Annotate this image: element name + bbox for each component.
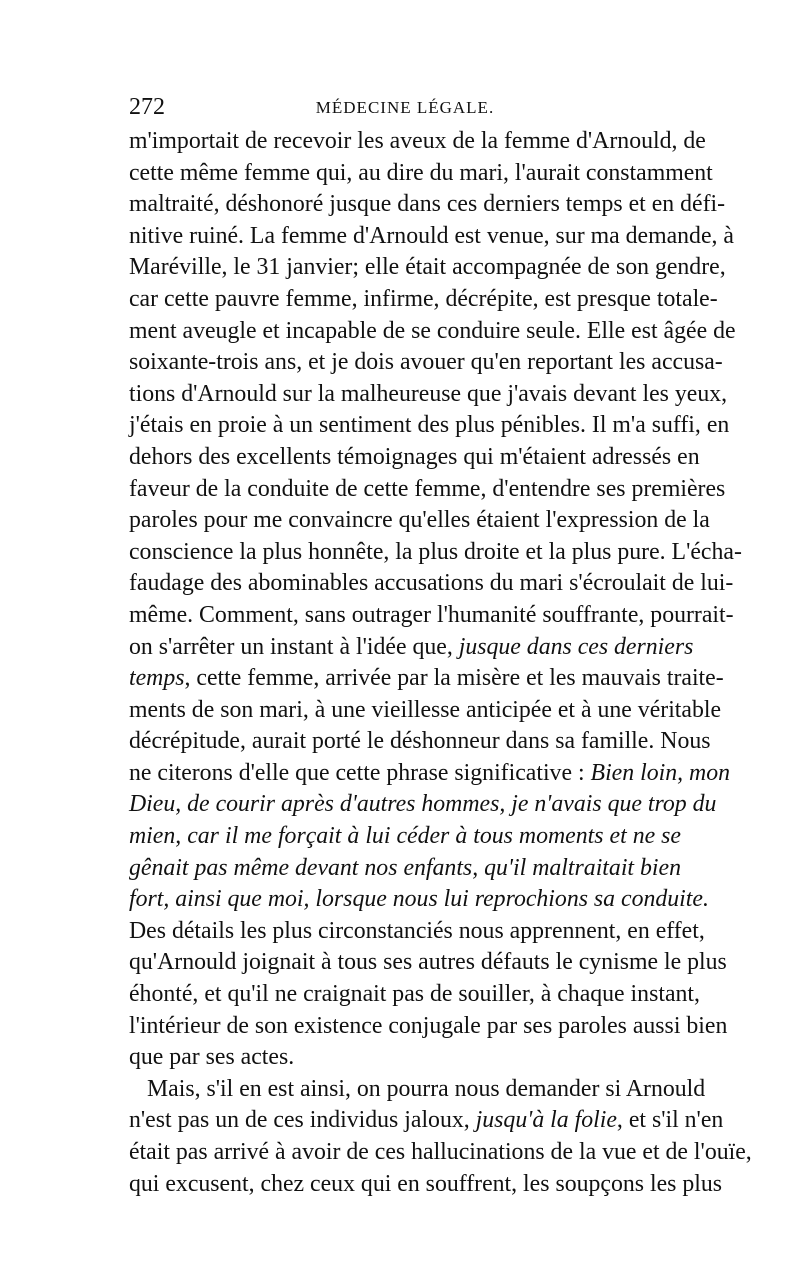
- text-segment: même. Comment, sans outrager l'humanité souffrante, pourrait-: [129, 601, 734, 628]
- text-segment: tions d'Arnould sur la malheureuse que j'avais devant les yeux,: [129, 380, 728, 407]
- text-line: [129, 379, 728, 411]
- body-text: [129, 126, 752, 1200]
- text-segment: faveur de la conduite de cette femme, d'entendre ses premières: [129, 475, 726, 502]
- text-line: [129, 442, 700, 474]
- text-line: [129, 695, 722, 727]
- text-segment: , cette femme, arrivée par la misère et les mauvais traite-: [184, 665, 724, 692]
- text-segment: , et s'il n'en: [616, 1107, 724, 1134]
- text-line: [129, 916, 705, 948]
- text-line: [129, 568, 734, 600]
- text-line: [129, 221, 734, 253]
- text-segment: dehors des excellents témoignages qui m'étaient adressés en: [129, 443, 700, 470]
- text-line: [129, 1074, 706, 1106]
- text-line: [129, 600, 734, 632]
- text-line: [129, 1042, 681, 1074]
- text-segment: maltraité, déshonoré jusque dans ces derniers temps et en défi-: [129, 191, 726, 218]
- text-line: [129, 632, 694, 664]
- text-line: [129, 663, 724, 695]
- text-segment: l'intérieur de son existence conjugale par ses paroles aussi bien: [129, 1012, 728, 1039]
- text-segment: était pas arrivé à avoir de ces hallucinations de la vue et de l'ouïe,: [129, 1139, 752, 1165]
- italic-text: temps: [129, 665, 185, 692]
- italic-text: jusque dans ces derniers: [458, 633, 694, 660]
- text-segment: m'importait de recevoir les aveux de la femme d'Arnould, de: [129, 128, 706, 154]
- text-line: [129, 1169, 723, 1201]
- italic-text: Bien loin, mon: [590, 759, 730, 786]
- text-segment: Des détails les plus circonstanciés nous apprennent, en effet,: [129, 917, 705, 944]
- text-segment: conscience la plus honnête, la plus droite et la plus pure. L'écha-: [129, 538, 742, 565]
- text-segment: soixante-trois ans, et je dois avouer qu'en reportant les accusa-: [129, 349, 723, 376]
- text-segment: paroles pour me convaincre qu'elles étaient l'expression de la: [129, 507, 710, 534]
- text-line: [129, 1011, 728, 1043]
- text-segment: cette même femme qui, au dire du mari, l'aurait constamment: [129, 159, 713, 186]
- text-segment: ment aveugle et incapable de se conduire seule. Elle est âgée de: [129, 317, 736, 344]
- text-line: [129, 758, 730, 790]
- italic-text: mien, car il me forçait à lui céder à tous moments et ne se: [129, 823, 681, 850]
- text-line: [129, 474, 726, 506]
- page-header: [129, 94, 681, 124]
- text-line: [129, 821, 681, 853]
- text-segment: décrépitude, aurait porté le déshonneur dans sa famille. Nous: [129, 728, 711, 755]
- text-segment: j'étais en proie à un sentiment des plus pénibles. Il m'a suffi, en: [129, 412, 730, 439]
- text-segment: on s'arrêter un instant à l'idée que,: [129, 633, 459, 660]
- page-number: 272: [129, 94, 165, 120]
- text-line: [129, 884, 709, 916]
- text-line: [129, 726, 711, 758]
- text-segment: n'est pas un de ces individus jaloux,: [129, 1107, 476, 1134]
- text-line: [129, 410, 730, 442]
- text-segment: que par ses actes.: [129, 1044, 295, 1071]
- italic-text: gênait pas même devant nos enfants, qu'il maltraitait bien: [129, 854, 681, 881]
- italic-text: Dieu, de courir après d'autres hommes, je n'avais que trop du: [129, 791, 717, 818]
- italic-text: jusqu'à la folie: [475, 1107, 617, 1134]
- text-line: [129, 789, 717, 821]
- text-line: [129, 284, 718, 316]
- text-line: [129, 126, 706, 158]
- text-line: [129, 158, 713, 190]
- text-segment: ments de son mari, à une vieillesse anticipée et à une véritable: [129, 696, 722, 723]
- text-segment: qu'Arnould joignait à tous ses autres défauts le cynisme le plus: [129, 949, 727, 976]
- text-line: [129, 947, 727, 979]
- text-line: [129, 252, 726, 284]
- text-segment: éhonté, et qu'il ne craignait pas de souiller, à chaque instant,: [129, 981, 700, 1008]
- text-line: [129, 537, 742, 569]
- text-segment: faudage des abominables accusations du mari s'écroulait de lui-: [129, 570, 734, 597]
- text-segment: qui excusent, chez ceux qui en souffrent, les soupçons les plus: [129, 1170, 723, 1197]
- text-segment: nitive ruiné. La femme d'Arnould est venue, sur ma demande, à: [129, 222, 734, 249]
- italic-text: fort, ainsi que moi, lorsque nous lui reprochions sa conduite.: [129, 886, 709, 913]
- text-line: [129, 505, 710, 537]
- text-segment: Mais, s'il en est ainsi, on pourra nous demander si Arnould: [147, 1075, 706, 1102]
- text-segment: car cette pauvre femme, infirme, décrépite, est presque totale-: [129, 285, 718, 312]
- text-line: [129, 316, 736, 348]
- text-line: [129, 189, 726, 221]
- text-line: [129, 853, 681, 885]
- text-line: [129, 347, 723, 379]
- text-segment: ne citerons d'elle que cette phrase significative :: [129, 759, 591, 786]
- text-line: [129, 1137, 752, 1169]
- text-segment: Maréville, le 31 janvier; elle était accompagnée de son gendre,: [129, 254, 726, 281]
- text-line: [129, 979, 700, 1011]
- text-line: [129, 1105, 724, 1137]
- running-head: MÉDECINE LÉGALE.: [315, 98, 495, 117]
